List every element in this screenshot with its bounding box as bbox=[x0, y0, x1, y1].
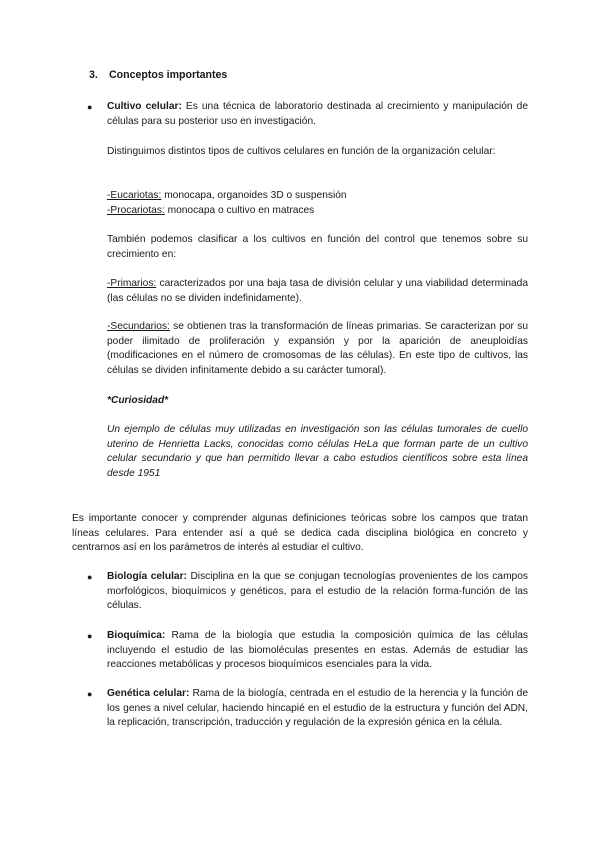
section-number: 3. bbox=[89, 69, 98, 81]
section-heading bbox=[89, 68, 227, 83]
item-secundarios bbox=[107, 320, 528, 378]
item-primarios bbox=[107, 277, 528, 306]
curiosidad-title: *Curiosidad* bbox=[107, 395, 169, 406]
bullet-icon: ● bbox=[87, 572, 93, 582]
bullet-cultivo-celular bbox=[87, 100, 528, 129]
item-eucariotas bbox=[107, 189, 528, 204]
bullet-genetica-celular bbox=[87, 687, 528, 731]
term-genetica-celular: Genética celular: bbox=[107, 688, 190, 699]
text-eucariotas: monocapa, organoides 3D o suspensión bbox=[161, 190, 347, 201]
paragraph-control: También podemos clasificar a los cultivos en función del control que tenemos sobre su crecimiento en: bbox=[107, 234, 528, 260]
definition-biologia-celular: Disciplina en la que se conjugan tecnologías provenientes de los campos morfológicos, bioquímicos y genéticos, para el estudio de la relación forma-función de las células. bbox=[107, 571, 528, 612]
list-organizacion bbox=[107, 189, 528, 218]
bullet-bioquimica bbox=[87, 629, 528, 673]
label-procariotas: -Procariotas: bbox=[107, 204, 165, 216]
term-cultivo-celular: Cultivo celular: bbox=[107, 101, 182, 112]
bullet-icon: ● bbox=[87, 689, 93, 699]
definition-cultivo-celular: Es una técnica de laboratorio destinada al crecimiento y manipulación de células para su posterior uso en investigación. bbox=[107, 101, 528, 127]
definition-bioquimica: Rama de la biología que estudia la composición química de las células incluyendo el estudio de las biomoléculas presentes en estas. Además de estudiar las reacciones metabólicas y procesos bioquímicos esenciales para la vida. bbox=[107, 630, 528, 671]
intro-paragraph: Es importante conocer y comprender algunas definiciones teóricas sobre los campos que tratan líneas celulares. Para entender así a qué se dedica cada disciplina biológica en concreto y centrarnos así en los parámetros de interés al estudiar el cultivo. bbox=[72, 513, 528, 554]
label-primarios: -Primarios: bbox=[107, 278, 157, 289]
section-title: Conceptos importantes bbox=[109, 69, 228, 81]
paragraph-organizacion: Distinguimos distintos tipos de cultivos celulares en función de la organización celular: bbox=[107, 146, 496, 157]
label-eucariotas: -Eucariotas: bbox=[107, 190, 162, 201]
label-secundarios: -Secundarios: bbox=[107, 321, 170, 332]
term-bioquimica: Bioquímica: bbox=[107, 630, 166, 641]
text-procariotas: monocapa o cultivo en matraces bbox=[164, 204, 315, 216]
curiosidad-text: Un ejemplo de células muy utilizadas en investigación son las células tumorales de cuello uterino de Henrietta Lacks, conocidas como células HeLa que forman parte de un cultivo celular secundario y que han permitido llevar a cabo estudios científicos sobre esta línea desde 1951 bbox=[107, 424, 528, 479]
bullet-icon: ● bbox=[87, 102, 93, 112]
bullet-biologia-celular bbox=[87, 570, 528, 614]
text-secundarios: se obtienen tras la transformación de líneas primarias. Se caracterizan por su poder ilimitado de proliferación y expansión y por la aparición de aneuploidías (modificaciones en el número de cromosomas de las células). En este tipo de cultivos, las células se dividen infinitamente debido a su carácter tumoral). bbox=[107, 321, 528, 376]
definition-genetica-celular: Rama de la biología, centrada en el estudio de la herencia y la función de los genes a nivel celular, haciendo hincapié en el estudio de la estructura y función del ADN, la replicación, transcripción, traducción y regulación de la expresión génica en la célula. bbox=[107, 688, 528, 729]
item-procariotas bbox=[107, 204, 528, 219]
bullet-icon: ● bbox=[87, 631, 93, 641]
text-primarios: caracterizados por una baja tasa de división celular y una viabilidad determinada (las células no se dividen indefinidamente). bbox=[107, 278, 528, 304]
term-biologia-celular: Biología celular: bbox=[107, 571, 187, 582]
